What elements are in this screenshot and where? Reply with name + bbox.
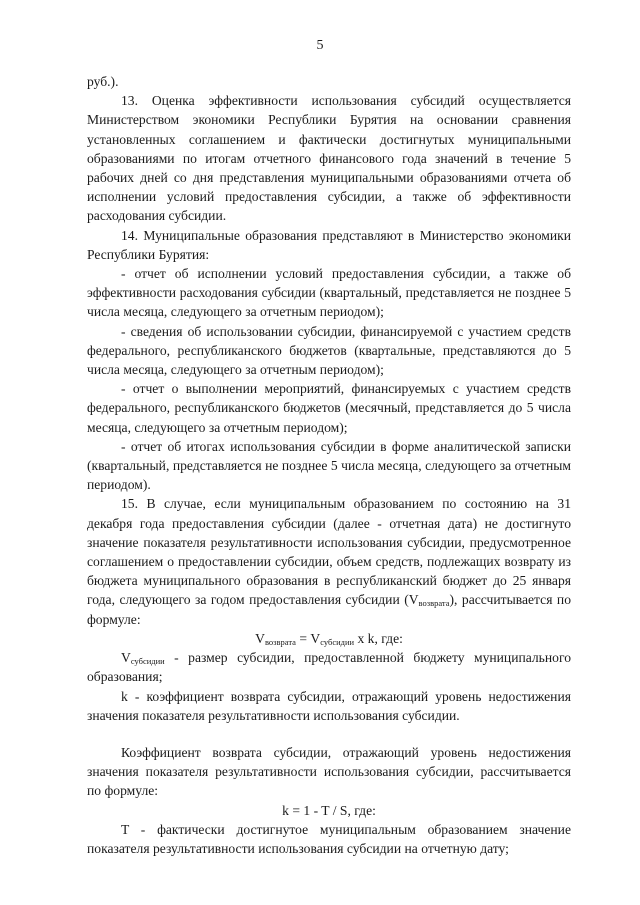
- paragraph-15: [87, 494, 571, 628]
- paragraph-14-item-4: - отчет об итогах использования субсидии в форме аналитической записки (квартальный, представляется не позднее 5 числа месяца, следующего за отчетным периодом).: [87, 438, 571, 493]
- paragraph-13: 13. Оценка эффективности использования субсидий осуществляется Министерством экономики Республики Бурятия на основании сравнения установленных соглашением и фактически достигнутых муниципальными образованиями по итогам отчетного финансового года значений в течение 5 рабочих дней со дня представления муниципальными образованиями отчета об исполнении условий предоставления субсидии, а также об эффективности расходования субсидии.: [87, 93, 571, 224]
- formula-v-left: V: [255, 630, 265, 646]
- formula-equals: = V: [295, 630, 321, 646]
- definition-v-subsidy: [87, 648, 571, 686]
- paragraph-14-item-3: - отчет о выполнении мероприятий, финансируемых с участием средств федерального, республиканского бюджетов (месячный, представляется до 5 числа месяца, следующего за отчетным периодом);: [87, 381, 571, 435]
- paragraph-coefficient: Коэффициент возврата субсидии, отражающий уровень недостижения значения показателя результативности использования субсидии, рассчитывается по формуле:: [87, 744, 571, 799]
- definition-v: V: [121, 650, 131, 666]
- paragraph-continuation: руб.).: [87, 74, 119, 89]
- paragraph-14-item-2: - сведения об использовании субсидии, финансируемой с участием средств федерального, республиканского бюджетов (квартальные, представляются до 5 числа месяца, следующего за отчетным периодом);: [87, 323, 571, 378]
- paragraph-15-text: 15. В случае, если муниципальным образованием по состоянию на 31 декабря года предоставления субсидии (далее - отчетная дата) не достигнуто значение показателя результативности использования субсидии, предусмотренное соглашением о предоставлении субсидии, объем средств, подлежащих возврату из бюджета муниципального образования в республиканский бюджет до 25 января года, следующего за годом предоставления субсидии (V: [87, 496, 571, 608]
- paragraph-14-item-1: - отчет об исполнении условий предоставления субсидии, а также об эффективности расходования субсидии (квартальный, представляется не позднее 5 числа месяца, следующего за отчетным периодом);: [87, 266, 571, 320]
- paragraph-15-end: ), рассчитывается по формуле:: [87, 592, 571, 627]
- return-formula: [87, 629, 571, 648]
- formula-sub-right: субсидии: [320, 636, 355, 647]
- definition-v-sub: субсидии: [130, 656, 165, 667]
- formula-sub-left: возврата: [264, 636, 296, 647]
- paragraph-14: 14. Муниципальные образования представляют в Министерство экономики Республики Бурятия:: [87, 227, 571, 262]
- definition-v-text: - размер субсидии, предоставленной бюджету муниципального образования;: [87, 650, 571, 685]
- page-number: 5: [316, 38, 324, 53]
- paragraph-15-subscript: возврата: [418, 598, 450, 609]
- spacer: [87, 725, 571, 743]
- formula-tail: x k, где:: [354, 630, 403, 646]
- coefficient-formula: k = 1 - T / S, где:: [282, 802, 376, 818]
- definition-t: T - фактически достигнутое муниципальным образованием значение показателя результативности использования субсидии на отчетную дату;: [87, 821, 571, 856]
- document-body: [87, 72, 571, 858]
- definition-k: k - коэффициент возврата субсидии, отражающий уровень недостижения значения показателя результативности использования субсидии.: [87, 688, 571, 723]
